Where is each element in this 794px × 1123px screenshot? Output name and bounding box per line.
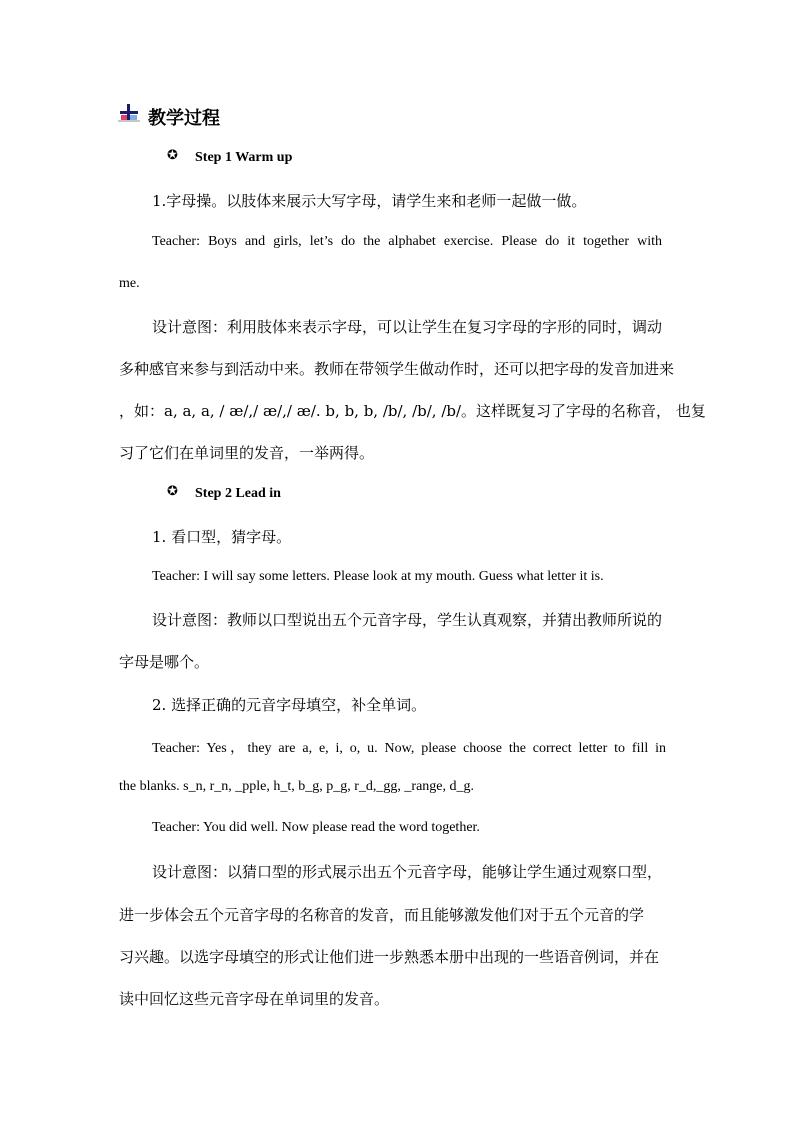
step2-intent1-line1: 设计意图：教师以口型说出五个元音字母，学生认真观察，并猜出教师所说的 xyxy=(152,611,663,629)
step2-intent2-line1: 设计意图：以猜口型的形式展示出五个元音字母，能够让学生通过观察口型， xyxy=(152,863,663,881)
star-circle-bullet-icon: ✪ xyxy=(167,148,178,163)
step2-teacher3: Teacher: You did well. Now please read the word together. xyxy=(152,820,480,835)
step1-paragraph: 1.字母操。以肢体来展示大写字母，请学生来和老师一起做一做。 xyxy=(152,192,587,210)
step2-teacher2-line1: Teacher: Yes，they are a, e, i, o, u. Now, please choose the correct letter to fill in xyxy=(152,741,666,756)
section-heading: 教学过程 xyxy=(148,108,220,129)
step1-intent-line2: 多种感官来参与到活动中来。教师在带领学生做动作时，还可以把字母的发音加进来 xyxy=(119,360,675,378)
step2-intent1-line2: 字母是哪个。 xyxy=(119,653,210,671)
step2-paragraph1: 1. 看口型，猜字母。 xyxy=(152,528,292,546)
step1-intent-line3: ，如：a, a, a, / æ/,/ æ/,/ æ/. b, b, b, /b/, /b/, /b/。这样既复习了字母的名称音， 也复 xyxy=(119,402,706,420)
step2-paragraph2: 2. 选择正确的元音字母填空，补全单词。 xyxy=(152,696,427,714)
step2-title: Step 2 Lead in xyxy=(195,486,281,501)
step1-teacher-line1: Teacher: Boys and girls, let’s do the alphabet exercise. Please do it together with xyxy=(152,234,662,249)
step2-intent2-line3: 习兴趣。以选字母填空的形式让他们进一步熟悉本册中出现的一些语音例词，并在 xyxy=(119,948,660,966)
star-circle-bullet-icon: ✪ xyxy=(167,484,178,499)
step2-intent2-line2: 进一步体会五个元音字母的名称音的发音，而且能够激发他们对于五个元音的学 xyxy=(119,906,645,924)
step1-title: Step 1 Warm up xyxy=(195,150,293,165)
heading-bullet-icon xyxy=(118,104,140,124)
step1-intent-line4: 习了它们在单词里的发音，一举两得。 xyxy=(119,444,375,462)
step1-intent-line1: 设计意图：利用肢体来表示字母，可以让学生在复习字母的字形的同时，调动 xyxy=(152,318,663,336)
step2-intent2-line4: 读中回忆这些元音字母在单词里的发音。 xyxy=(119,990,390,1008)
step2-teacher2-line2: the blanks. s_n, r_n, _pple, h_t, b_g, p_g, r_d,_gg, _range, d_g. xyxy=(119,779,475,794)
step2-teacher1: Teacher: I will say some letters. Please look at my mouth. Guess what letter it is. xyxy=(152,569,604,584)
step1-teacher-line2: me. xyxy=(119,276,140,291)
